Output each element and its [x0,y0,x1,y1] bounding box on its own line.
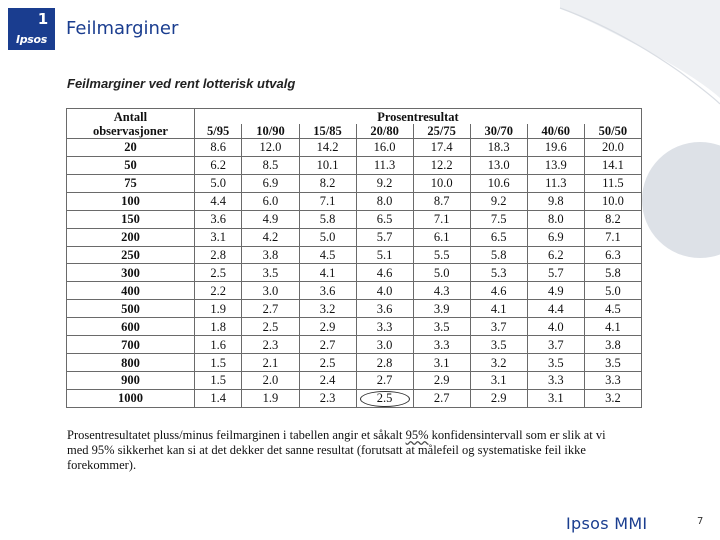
table-cell: 7.1 [413,210,470,228]
table-cell: 14.2 [299,139,356,157]
table-cell: 3.5 [470,336,527,354]
table-cell: 1.6 [194,336,242,354]
footnote [67,428,607,473]
row-count-cell: 200 [67,228,195,246]
row-count-cell: 300 [67,264,195,282]
table-cell: 5.0 [194,174,242,192]
table-cell: 6.2 [527,246,584,264]
table-cell: 5.8 [584,264,641,282]
table-cell: 7.1 [299,192,356,210]
table-cell: 5.1 [356,246,413,264]
table-cell: 8.0 [356,192,413,210]
row-count-cell: 800 [67,354,195,372]
table-cell: 3.8 [242,246,299,264]
table-cell: 14.1 [584,156,641,174]
table-row [67,354,642,372]
table-cell: 6.3 [584,246,641,264]
ipsos-logo [8,8,55,50]
table-cell: 4.4 [527,300,584,318]
table-cell: 6.1 [413,228,470,246]
table-cell: 13.0 [470,156,527,174]
table-cell: 3.2 [299,300,356,318]
table-row [67,139,642,157]
table-cell: 1.9 [242,389,299,407]
group-header: Prosentresultat [194,109,641,125]
table-cell: 3.6 [299,282,356,300]
table-cell: 8.0 [527,210,584,228]
table-cell: 8.7 [413,192,470,210]
table-cell: 9.2 [470,192,527,210]
row-count-cell: 900 [67,371,195,389]
table-cell: 3.5 [242,264,299,282]
table-cell: 5.7 [356,228,413,246]
table-cell: 20.0 [584,139,641,157]
table-cell: 11.3 [356,156,413,174]
table-cell: 9.8 [527,192,584,210]
table-cell: 12.0 [242,139,299,157]
table-cell: 4.4 [194,192,242,210]
table-cell: 2.7 [242,300,299,318]
table-cell: 6.5 [356,210,413,228]
table-cell: 11.5 [584,174,641,192]
row-header-label-2: observasjoner [67,124,195,139]
table-cell: 3.1 [527,389,584,407]
table-row [67,318,642,336]
footnote-underlined: 95% [405,428,429,442]
table-cell: 1.4 [194,389,242,407]
table-row [67,156,642,174]
table-row [67,336,642,354]
page-number: 7 [697,516,704,527]
table-cell: 5.0 [584,282,641,300]
footnote-part-2: konfidensintervall som er slik at vi med 95% sikkerhet kan si at det dekker det sanne resultat (forutsatt at målefeil og systematiske feil ikke forekommer). [67,428,606,472]
table-cell: 7.1 [584,228,641,246]
table-cell: 4.6 [356,264,413,282]
table-cell: 8.2 [584,210,641,228]
table-cell: 4.5 [584,300,641,318]
table-cell: 3.1 [194,228,242,246]
table-cell: 3.1 [470,371,527,389]
table-cell: 3.6 [194,210,242,228]
table-cell: 6.9 [527,228,584,246]
row-count-cell: 150 [67,210,195,228]
row-count-cell: 50 [67,156,195,174]
table-cell: 2.7 [299,336,356,354]
table-cell: 2.8 [356,354,413,372]
table-cell: 19.6 [527,139,584,157]
table-cell: 6.0 [242,192,299,210]
table-cell: 1.8 [194,318,242,336]
table-row [67,389,642,407]
table-cell: 4.6 [470,282,527,300]
table-cell: 3.7 [527,336,584,354]
table-cell: 3.8 [584,336,641,354]
table-row [67,174,642,192]
table-cell: 17.4 [413,139,470,157]
table-row [67,228,642,246]
table-row [67,210,642,228]
row-count-cell: 700 [67,336,195,354]
table-cell: 6.2 [194,156,242,174]
table-row [67,371,642,389]
table-cell: 5.3 [470,264,527,282]
page-title: Feilmarginer [66,18,179,39]
row-count-cell: 250 [67,246,195,264]
table-cell: 4.2 [242,228,299,246]
table-cell: 4.9 [527,282,584,300]
table-cell: 3.3 [527,371,584,389]
column-header: 40/60 [527,124,584,139]
table-cell: 6.9 [242,174,299,192]
table-cell: 2.3 [242,336,299,354]
table-cell: 3.0 [242,282,299,300]
table-cell: 8.5 [242,156,299,174]
table-cell: 5.7 [527,264,584,282]
row-count-cell: 400 [67,282,195,300]
table-cell: 4.3 [413,282,470,300]
column-header: 25/75 [413,124,470,139]
row-count-cell: 20 [67,139,195,157]
table-cell: 13.9 [527,156,584,174]
table-cell: 4.1 [470,300,527,318]
table-cell: 10.0 [584,192,641,210]
table-cell: 3.5 [527,354,584,372]
table-cell: 10.6 [470,174,527,192]
table-cell: 3.5 [584,354,641,372]
table-cell [356,389,413,407]
column-header: 5/95 [194,124,242,139]
table-cell: 8.6 [194,139,242,157]
table-cell: 2.9 [299,318,356,336]
margin-of-error-table [66,108,642,408]
column-header: 30/70 [470,124,527,139]
table-row [67,192,642,210]
row-count-cell: 500 [67,300,195,318]
table-cell: 2.2 [194,282,242,300]
table-cell: 6.5 [470,228,527,246]
hand-drawn-circle [360,391,410,407]
table-cell: 5.5 [413,246,470,264]
row-count-cell: 100 [67,192,195,210]
table-cell: 2.5 [299,354,356,372]
table-cell: 16.0 [356,139,413,157]
table-cell: 3.7 [470,318,527,336]
table-cell: 2.1 [242,354,299,372]
table-cell: 3.6 [356,300,413,318]
table-cell: 2.3 [299,389,356,407]
column-header: 50/50 [584,124,641,139]
logo-mark: 1 [37,10,49,28]
table-cell: 7.5 [470,210,527,228]
table-header-row-1 [67,109,642,125]
table-cell: 2.8 [194,246,242,264]
table-cell: 2.9 [470,389,527,407]
table-cell: 10.1 [299,156,356,174]
table-cell: 9.2 [356,174,413,192]
table-cell: 3.2 [584,389,641,407]
table-body [67,139,642,408]
table-cell-value: 2.5 [376,391,393,406]
table-cell: 5.0 [413,264,470,282]
table-cell: 3.2 [470,354,527,372]
table-cell: 2.7 [356,371,413,389]
row-count-cell: 1000 [67,389,195,407]
table-cell: 1.9 [194,300,242,318]
table-cell: 8.2 [299,174,356,192]
table-header-row-2 [67,124,642,139]
table-subtitle: Feilmarginer ved rent lotterisk utvalg [67,76,296,91]
table-cell: 3.0 [356,336,413,354]
table-cell: 3.9 [413,300,470,318]
table-cell: 1.5 [194,371,242,389]
table-cell: 2.5 [194,264,242,282]
table-cell: 2.0 [242,371,299,389]
table-cell: 4.0 [356,282,413,300]
row-header-label-1: Antall [67,109,195,125]
footer-brand: Ipsos MMI [566,514,648,533]
table-cell: 3.3 [584,371,641,389]
table-cell: 4.1 [299,264,356,282]
table-cell: 10.0 [413,174,470,192]
table-cell: 5.8 [299,210,356,228]
table-cell: 12.2 [413,156,470,174]
table-cell: 1.5 [194,354,242,372]
table-cell: 2.5 [242,318,299,336]
table-row [67,282,642,300]
table-cell: 3.5 [413,318,470,336]
table-cell: 3.3 [413,336,470,354]
logo-text: Ipsos [15,33,48,46]
column-header: 10/90 [242,124,299,139]
row-count-cell: 600 [67,318,195,336]
table-cell: 2.4 [299,371,356,389]
table-cell: 4.1 [584,318,641,336]
table-cell: 2.9 [413,371,470,389]
table-cell: 4.9 [242,210,299,228]
table-cell: 18.3 [470,139,527,157]
column-header: 20/80 [356,124,413,139]
table-cell: 4.0 [527,318,584,336]
column-header: 15/85 [299,124,356,139]
table-cell: 5.8 [470,246,527,264]
table-cell: 5.0 [299,228,356,246]
table-row [67,246,642,264]
row-count-cell: 75 [67,174,195,192]
table-row [67,264,642,282]
table-cell: 2.7 [413,389,470,407]
table-cell: 3.1 [413,354,470,372]
footnote-part-1: Prosentresultatet pluss/minus feilmarginen i tabellen angir et såkalt [67,428,406,442]
table-cell: 4.5 [299,246,356,264]
table-row [67,300,642,318]
table-cell: 3.3 [356,318,413,336]
margin-of-error-table-wrapper [66,108,642,408]
table-cell: 11.3 [527,174,584,192]
